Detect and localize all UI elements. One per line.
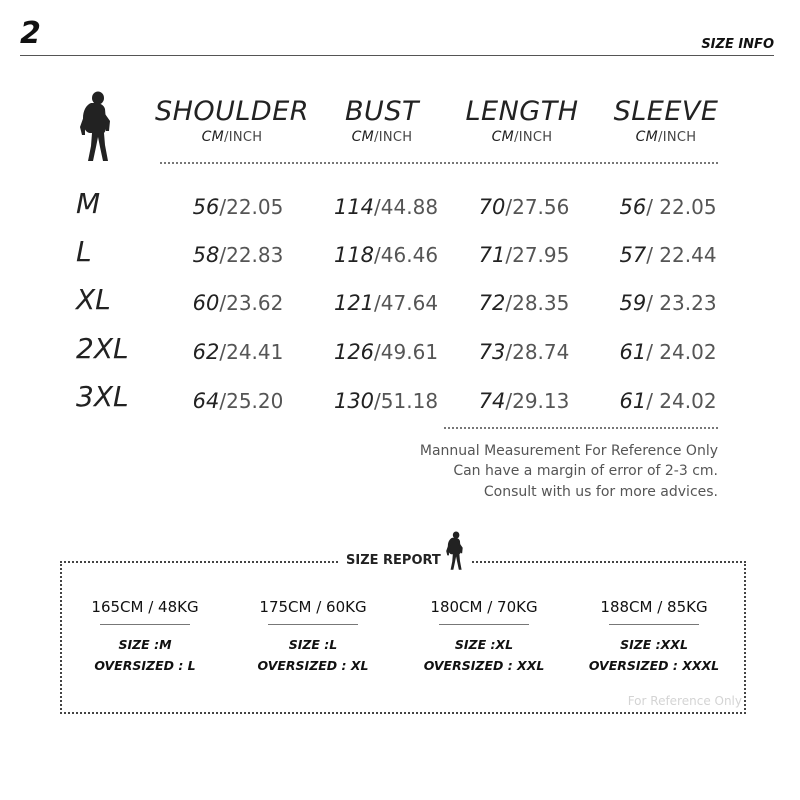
column-title: SLEEVE <box>613 96 719 127</box>
note-line: Can have a margin of error of 2-3 cm. <box>453 463 718 479</box>
column-header-bust <box>302 96 462 145</box>
height-weight: 175CM / 60KG <box>259 598 367 616</box>
header-dotted-divider <box>160 162 718 164</box>
height-weight: 165CM / 48KG <box>91 598 199 616</box>
column-header-shoulder <box>152 96 312 145</box>
column-title: LENGTH <box>465 96 579 127</box>
table-cell: 57/ 22.44 <box>619 243 717 267</box>
table-cell: 70/27.56 <box>478 195 570 219</box>
table-cell: 126/49.61 <box>333 340 439 364</box>
column-unit: CM/INCH <box>491 129 553 145</box>
size-report-title: SIZE REPORT <box>346 553 441 568</box>
oversized-size: OVERSIZED : L <box>94 658 196 673</box>
item-divider <box>609 624 699 625</box>
size-label: M <box>76 187 101 220</box>
table-cell: 60/23.62 <box>192 291 284 315</box>
table-cell: 59/ 23.23 <box>619 291 717 315</box>
recommended-size: SIZE :XL <box>454 637 514 652</box>
silhouette-figure-icon <box>444 531 466 571</box>
table-cell: 130/51.18 <box>333 389 439 413</box>
notes-dotted-divider <box>444 427 718 429</box>
column-header-length <box>442 96 602 145</box>
recommended-size: SIZE :L <box>288 637 338 652</box>
table-cell: 114/44.88 <box>333 195 439 219</box>
size-label: XL <box>76 283 111 316</box>
table-cell: 56/22.05 <box>192 195 284 219</box>
column-unit: CM/INCH <box>201 129 263 145</box>
column-unit: CM/INCH <box>351 129 413 145</box>
size-report-item <box>218 598 408 676</box>
page-number: 2 <box>20 16 41 51</box>
size-label: L <box>76 235 92 268</box>
oversized-size: OVERSIZED : XL <box>257 658 369 673</box>
table-cell: 121/47.64 <box>333 291 439 315</box>
table-cell: 62/24.41 <box>192 340 284 364</box>
table-cell: 61/ 24.02 <box>619 389 717 413</box>
table-cell: 61/ 24.02 <box>619 340 717 364</box>
column-title: SHOULDER <box>154 96 310 127</box>
column-unit: CM/INCH <box>635 129 697 145</box>
oversized-size: OVERSIZED : XXL <box>423 658 545 673</box>
size-report-item <box>50 598 240 676</box>
height-weight: 180CM / 70KG <box>430 598 538 616</box>
table-cell: 64/25.20 <box>192 389 284 413</box>
size-report-item <box>389 598 579 676</box>
table-cell: 71/27.95 <box>478 243 570 267</box>
item-divider <box>268 624 358 625</box>
reference-watermark: For Reference Only <box>627 694 742 708</box>
table-cell: 58/22.83 <box>192 243 284 267</box>
column-title: BUST <box>345 96 419 127</box>
silhouette-figure-icon <box>76 91 116 163</box>
header-divider <box>20 55 774 56</box>
header-title: SIZE INFO <box>701 37 774 52</box>
table-cell: 74/29.13 <box>478 389 570 413</box>
item-divider <box>439 624 529 625</box>
size-label: 2XL <box>76 332 129 365</box>
recommended-size: SIZE :XXL <box>620 637 688 652</box>
table-cell: 118/46.46 <box>333 243 439 267</box>
note-line: Consult with us for more advices. <box>483 484 718 500</box>
table-cell: 56/ 22.05 <box>619 195 717 219</box>
size-label: 3XL <box>76 380 129 413</box>
column-header-sleeve <box>586 96 746 145</box>
height-weight: 188CM / 85KG <box>600 598 708 616</box>
table-cell: 72/28.35 <box>478 291 570 315</box>
size-report-header <box>338 531 472 575</box>
table-cell: 73/28.74 <box>478 340 570 364</box>
recommended-size: SIZE :M <box>118 637 172 652</box>
item-divider <box>100 624 190 625</box>
size-report-item <box>559 598 749 676</box>
note-line: Mannual Measurement For Reference Only <box>419 443 718 459</box>
oversized-size: OVERSIZED : XXXL <box>588 658 720 673</box>
